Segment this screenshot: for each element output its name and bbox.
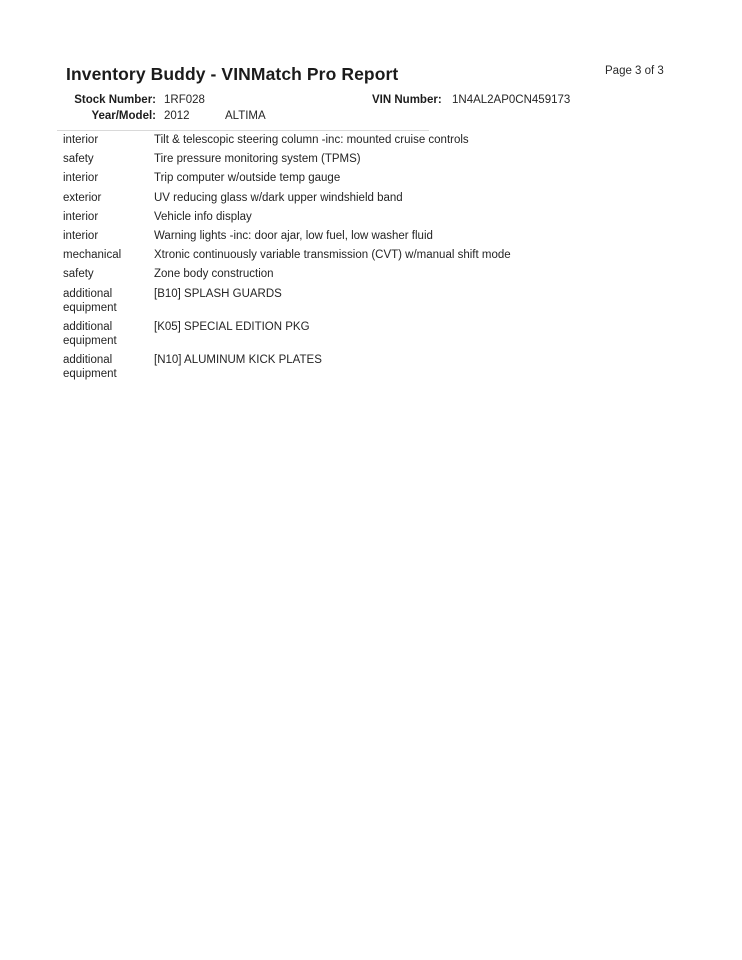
feature-row: [63, 210, 703, 224]
meta-row-stock-vin: [0, 94, 742, 108]
feature-description: Zone body construction: [154, 268, 274, 281]
feature-description: Tire pressure monitoring system (TPMS): [154, 153, 361, 166]
feature-category: exterior: [63, 191, 102, 204]
stock-number-label: Stock Number:: [74, 94, 156, 106]
feature-description: UV reducing glass w/dark upper windshield band: [154, 191, 403, 204]
feature-row: [63, 171, 703, 185]
feature-row: [63, 267, 703, 281]
page-title: Inventory Buddy - VINMatch Pro Report: [66, 64, 399, 84]
feature-row: [63, 248, 703, 262]
feature-category: interior: [63, 134, 99, 146]
feature-category: interior: [63, 210, 99, 223]
feature-description: Trip computer w/outside temp gauge: [154, 172, 341, 185]
feature-row: [63, 353, 703, 381]
feature-category: safety: [63, 153, 94, 166]
model-value: ALTIMA: [225, 110, 266, 122]
feature-row: [63, 320, 703, 348]
feature-row: [63, 229, 703, 243]
meta-row-year-model: [0, 110, 742, 124]
feature-description: Vehicle info display: [154, 210, 252, 223]
feature-description: [K05] SPECIAL EDITION PKG: [154, 320, 310, 333]
stock-number-value: 1RF028: [164, 94, 205, 106]
feature-description: Tilt & telescopic steering column -inc: mounted cruise controls: [154, 134, 469, 146]
feature-description: Xtronic continuously variable transmission (CVT) w/manual shift mode: [154, 249, 511, 262]
feature-category: additional equipment: [63, 287, 117, 314]
feature-description: [N10] ALUMINUM KICK PLATES: [154, 353, 322, 366]
feature-row: [63, 152, 703, 166]
feature-category: interior: [63, 172, 99, 185]
year-model-label: Year/Model:: [91, 110, 156, 122]
feature-category: additional equipment: [63, 320, 117, 347]
header-divider: [57, 130, 429, 131]
feature-row: [63, 133, 703, 147]
page-number: Page 3 of 3: [605, 65, 664, 77]
feature-category: mechanical: [63, 249, 122, 262]
feature-row: [63, 287, 703, 315]
year-value: 2012: [164, 110, 190, 122]
feature-description: Warning lights -inc: door ajar, low fuel, low washer fluid: [154, 229, 433, 242]
vin-number-value: 1N4AL2AP0CN459173: [452, 94, 571, 106]
feature-row: [63, 191, 703, 205]
feature-table: [63, 133, 703, 386]
feature-category: additional equipment: [63, 353, 117, 380]
feature-category: interior: [63, 229, 99, 242]
vin-number-label: VIN Number:: [372, 94, 442, 106]
feature-description: [B10] SPLASH GUARDS: [154, 287, 282, 300]
feature-category: safety: [63, 268, 94, 281]
